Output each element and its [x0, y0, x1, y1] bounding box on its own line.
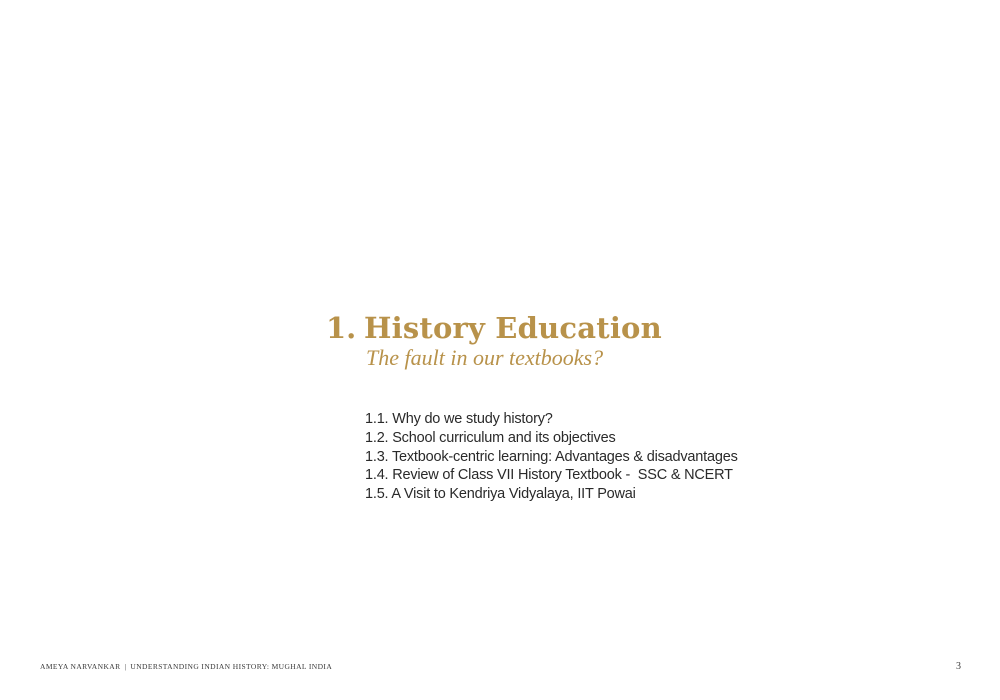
- toc-item-1-5: 1.5. A Visit to Kendriya Vidyalaya, IIT Powai: [365, 486, 636, 503]
- chapter-title: History Education: [364, 311, 662, 345]
- footer-author: AMEYA NARVANKAR: [40, 662, 121, 671]
- toc-item-1-1: 1.1. Why do we study history?: [365, 411, 553, 427]
- chapter-subtitle: The fault in our textbooks?: [366, 345, 604, 370]
- chapter-number: 1.: [326, 311, 357, 345]
- page-number: 3: [956, 661, 961, 672]
- toc-item-1-2: 1.2. School curriculum and its objectives: [365, 429, 616, 446]
- toc-item-1-3: 1.3. Textbook-centric learning: Advantages & disadvantages: [365, 448, 738, 465]
- page-footer: [40, 662, 332, 671]
- toc-item-1-4: 1.4. Review of Class VII History Textbook - SSC & NCERT: [365, 467, 733, 484]
- footer-book-title: UNDERSTANDING INDIAN HISTORY: MUGHAL INDIA: [130, 662, 333, 671]
- table-of-contents: [365, 410, 738, 504]
- footer-separator: |: [124, 662, 127, 671]
- chapter-heading: [326, 311, 662, 345]
